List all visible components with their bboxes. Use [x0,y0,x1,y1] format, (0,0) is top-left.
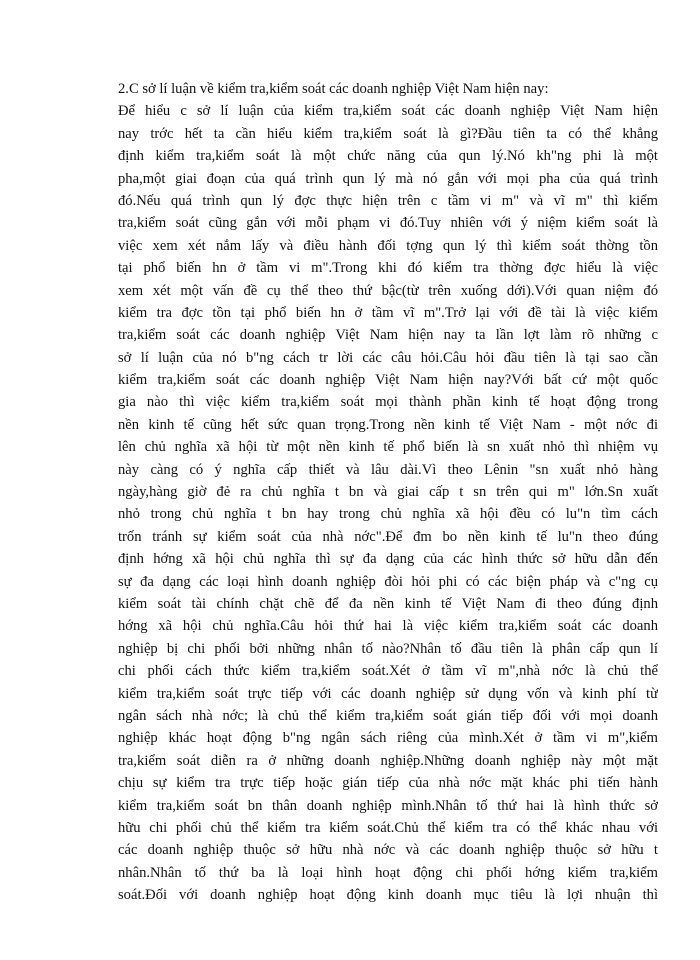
text-line: tra,kiểm soát các doanh nghiệp Việt Nam hiện nay ta lần lợt làm rõ những c [118,327,658,344]
text-line: kiểm tra,kiểm soát các doanh nghiệp Việt Nam hiện nay?Với bất cứ một quốc [118,372,658,389]
text-line: sự đa dạng các loại hình doanh nghiệp đòi hỏi phi có các biện pháp và c"ng cụ [118,573,658,590]
text-line: định kiểm tra,kiểm soát là một chức năng của qun lý.Nó kh"ng phi là một [118,148,658,165]
text-line: đó.Nếu quá trình qun lý đợc thực hiện trên c tầm vi m" và vĩ m" thì kiểm [118,192,658,209]
text-line: nhân.Nhân tố thứ ba là loại hình hoạt động chi phối hớng kiểm tra,kiểm [118,864,658,881]
text-line: việc xem xét nắm lấy và điều hành đối tợng qun lý thì kiểm soát thờng tồn [118,237,658,254]
text-line: kiểm tra đợc tồn tại phổ biến hn ở tầm vĩ m".Trở lại với đề tài là việc kiểm [118,304,658,321]
text-line: kiểm tra,kiểm soát trực tiếp với các doanh nghiệp sử dụng vốn và kinh phí từ [118,685,658,702]
text-line: tại phổ biến hn ở tầm vi m".Trong khi đó kiểm tra thờng đợc hiểu là việc [118,260,658,277]
text-line: nhỏ trong chủ nghĩa t bn hay trong chủ nghĩa xã hội đều có lu"n tìm cách [118,506,658,523]
text-line: kiểm tra,kiểm soát bn thân doanh nghiệp mình.Nhân tố thứ hai là hình thức sở [118,797,658,814]
text-line: nghiệp khác hoạt động b"ng ngân sách riêng của mình.Xét ở tầm vi m",kiểm [118,730,658,747]
text-line: nghiệp bị chi phối bởi những nhân tố nào?Nhân tố đầu tiên là phân cấp qun lí [118,640,658,657]
text-line: các doanh nghiệp thuộc sở hữu nhà nớc và các doanh nghiệp thuộc sở hữu t [118,842,658,859]
text-line: định hớng xã hội chủ nghĩa thì sự đa dạng của các hình thức sở hữu dẫn đến [118,551,658,568]
section-heading: 2.C sở lí luận về kiểm tra,kiểm soát các doanh nghiệp Việt Nam hiện nay: [118,81,549,97]
text-line: pha,một giai đoạn của quá trình qun lý mà nó gắn với mọi pha của quá trình [118,170,658,187]
text-line: xem xét một vấn đề cụ thể theo thứ bậc(từ trên xuống dới).Với quan niệm đó [118,282,658,299]
text-line: nay trớc hết ta cần hiểu kiểm tra,kiểm soát là gì?Đầu tiên ta có thể khẳng [118,125,658,142]
text-line: sở lí luận của nó b"ng cách tr lời các câu hỏi.Câu hỏi đầu tiên là tại sao cần [118,349,658,366]
text-line: chịu sự kiểm tra trực tiếp hoặc gián tiếp của nhà nớc mặt khác phi tiến hành [118,775,658,792]
text-line: soát.Đối với doanh nghiệp hoạt động kinh doanh mục tiêu là lợi nhuận thì [118,887,658,904]
text-line: lên chủ nghĩa xã hội từ một nền kinh tế phổ biến là sn xuất nhỏ thì nhiệm vụ [118,439,658,456]
text-line: Để hiểu c sở lí luận của kiểm tra,kiểm soát các doanh nghiệp Việt Nam hiện [118,103,658,120]
text-line: nền kinh tế cũng hết sức quan trọng.Trong nền kinh tế Việt Nam - một nớc đi [118,416,658,433]
text-line: ngày,hàng giờ đẻ ra chủ nghĩa t bn và giai cấp t sn trên qui m" lớn.Sn xuất [118,484,658,501]
text-line: hớng xã hội chủ nghĩa.Câu hỏi thứ hai là việc kiểm tra,kiểm soát các doanh [118,618,658,635]
text-line: gia nào thì việc kiểm tra,kiểm soát mọi thành phần kinh tế hoạt động trong [118,394,658,411]
text-line: tra,kiểm soát cũng gắn với mỗi phạm vi đó.Tuy nhiên với ý niệm kiểm soát là [118,215,658,232]
text-line: chi phối cách thức kiểm tra,kiểm soát.Xét ở tầm vĩ m",nhà nớc là chủ thể [118,663,658,680]
text-line: hữu chi phối chủ thể kiểm tra kiểm soát.Chủ thể kiểm tra có thể khác nhau với [118,819,658,836]
text-line: tra,kiểm soát diễn ra ở những doanh nghiệp.Những doanh nghiệp này một mặt [118,752,658,769]
text-line: này càng có ý nghĩa cấp thiết và lâu dài.Vì theo Lênin "sn xuất nhỏ hàng [118,461,658,478]
text-line: ngân sách nhà nớc; là chủ thể kiểm tra,kiểm soát gián tiếp đối với mọi doanh [118,707,658,724]
text-line: kiểm soát tài chính chặt chẽ để đa nền kinh tế Việt Nam đi theo đúng định [118,595,658,612]
text-line: trốn tránh sự kiểm soát của nhà nớc".Để đm bo nền kinh tế lu"n theo đúng [118,528,658,545]
body-text [118,78,658,906]
